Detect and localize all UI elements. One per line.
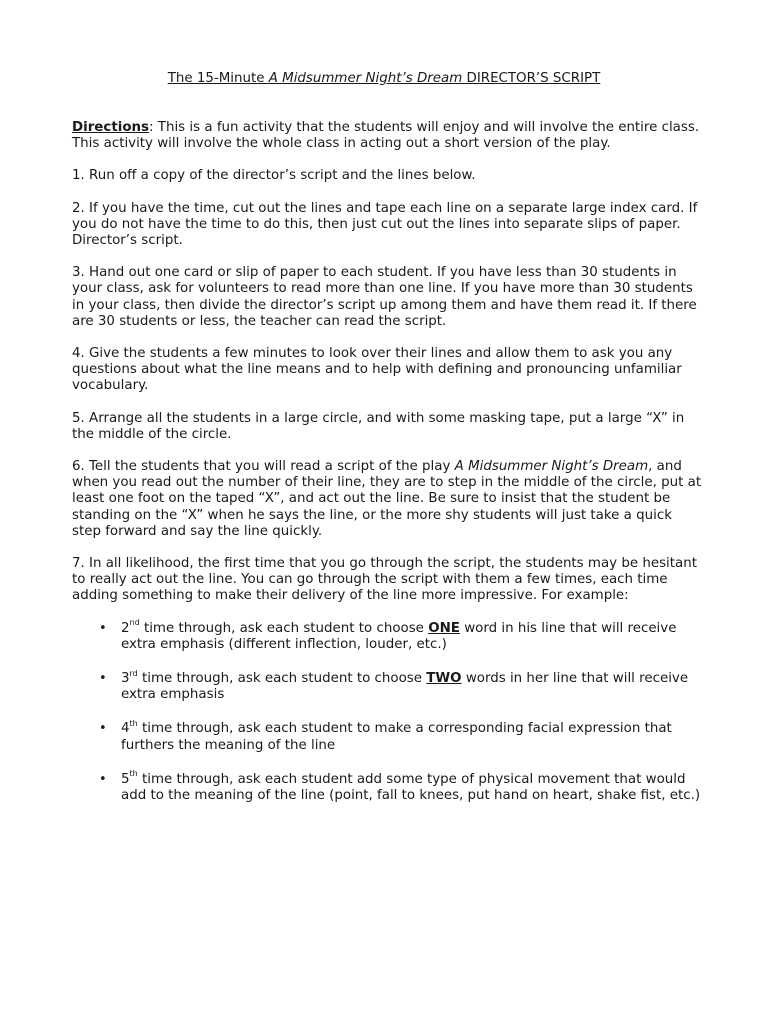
step-6-text-b: , and when you read out the number of their line, they are to step in the middle of the circle, put at least one foot on the taped “X”, and act out the line. Be sure to insist that the student be standing on the “X” when he says the line, or the more shy students will just take a quick step forward and say the line quickly. bbox=[72, 459, 702, 539]
step-6-play-name: A Midsummer Night’s Dream bbox=[454, 459, 649, 475]
directions-label: Directions bbox=[72, 120, 150, 135]
title-suffix: DIRECTOR’S SCRIPT bbox=[462, 71, 601, 86]
directions-paragraph bbox=[72, 120, 704, 152]
step-3: 3. Hand out one card or slip of paper to each student. If you have less than 30 students in your class, ask for volunteers to read more than one line. If you have more than 30 students in your class, then divide the director’s script up among them and have them read it. If there are 30 students or less, the teacher can read the script. bbox=[72, 265, 697, 329]
bullet-ordinal: th bbox=[129, 719, 138, 729]
bullet-ordinal: rd bbox=[129, 668, 138, 678]
document-body bbox=[72, 120, 704, 822]
step-7: 7. In all likelihood, the first time that you go through the script, the students may be hesitant to really act out the line. You can go through the script with them a few times, each time adding something to make their delivery of the line more impressive. For example: bbox=[72, 556, 697, 604]
bullet-num: 4 bbox=[121, 721, 130, 737]
title-play-name: A Midsummer Night’s Dream bbox=[268, 71, 463, 86]
bullet-text-pre: time through, ask each student to choose bbox=[139, 620, 429, 636]
bullet-text-post: words in her line that will receive extra emphasis bbox=[121, 671, 689, 703]
step-4: 4. Give the students a few minutes to look over their lines and allow them to ask you any questions about what the line means and to help with defining and pronouncing unfamiliar vocabulary. bbox=[72, 346, 682, 394]
bullet-icon: • bbox=[99, 671, 107, 687]
bullet-text-pre: time through, ask each student to choose bbox=[137, 671, 427, 687]
bullet-num: 3 bbox=[121, 671, 130, 687]
step-5: 5. Arrange all the students in a large circle, and with some masking tape, put a large “X” in the middle of the circle. bbox=[72, 410, 685, 442]
bullet-icon: • bbox=[99, 771, 107, 787]
bullet-emphasis-word: TWO bbox=[426, 671, 462, 687]
page-title bbox=[0, 71, 768, 87]
step-6 bbox=[72, 459, 704, 540]
step-6-text-a: 6. Tell the students that you will read a script of the play bbox=[72, 459, 455, 475]
bullet-emphasis-word: ONE bbox=[428, 620, 460, 636]
bullet-icon: • bbox=[99, 721, 107, 737]
bullet-text-post: word in his line that will receive extra emphasis (different inflection, louder, etc.) bbox=[121, 620, 677, 652]
bullet-ordinal: nd bbox=[129, 618, 140, 628]
bullet-item-3rd bbox=[72, 668, 704, 703]
bullet-ordinal: th bbox=[129, 769, 138, 779]
bullet-num: 5 bbox=[121, 771, 130, 787]
step-1: 1. Run off a copy of the director’s script and the lines below. bbox=[72, 168, 476, 184]
bullet-text: time through, ask each student add some type of physical movement that would add to the meaning of the line (point, fall to knees, put hand on heart, shake fist, etc.) bbox=[121, 771, 701, 804]
bullet-item-2nd bbox=[72, 618, 704, 653]
title-prefix: The 15-Minute bbox=[167, 71, 269, 86]
bullet-item-5th bbox=[72, 769, 704, 804]
bullet-text: time through, ask each student to make a corresponding facial expression that furthers the meaning of the line bbox=[121, 721, 672, 753]
bullet-icon: • bbox=[99, 620, 107, 636]
example-bullet-list bbox=[72, 618, 704, 805]
bullet-num: 2 bbox=[121, 620, 130, 636]
directions-text: : This is a fun activity that the students will enjoy and will involve the entire class. This activity will involve the whole class in acting out a short version of the play. bbox=[72, 120, 700, 152]
step-2: 2. If you have the time, cut out the lines and tape each line on a separate large index card. If you do not have the time to do this, then just cut out the lines into separate slips of paper. Director’s script. bbox=[72, 200, 698, 249]
bullet-item-4th bbox=[72, 721, 704, 753]
